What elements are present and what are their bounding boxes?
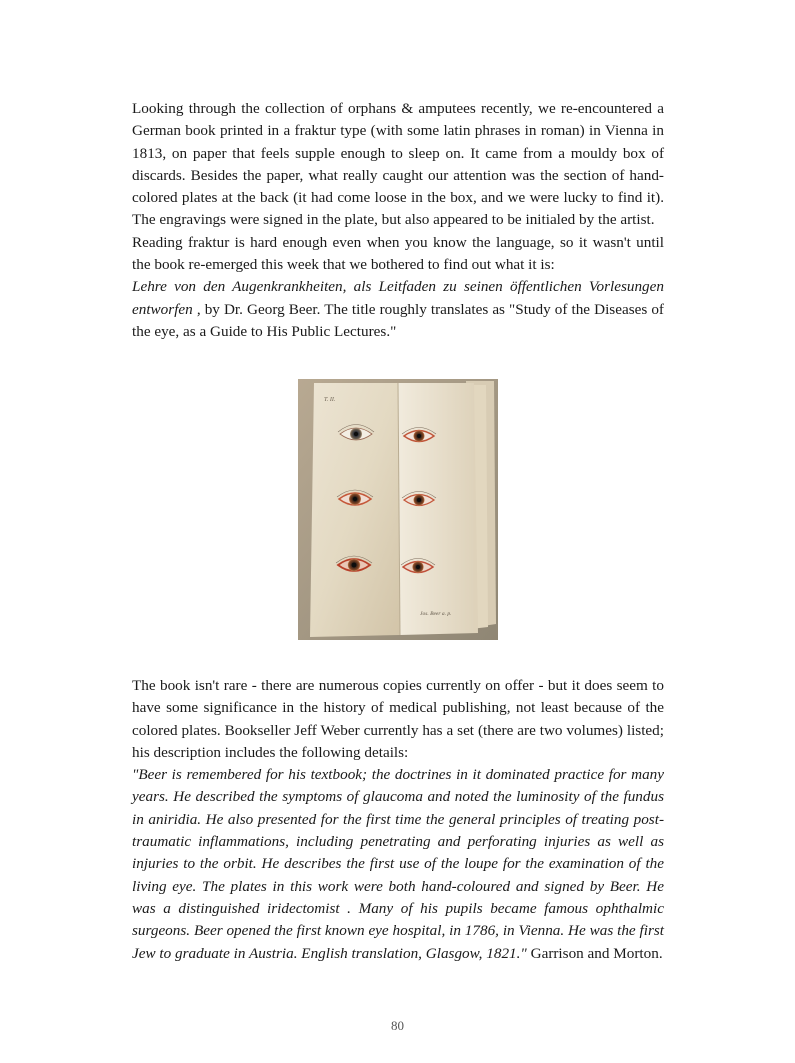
right-plate-page <box>398 383 478 635</box>
title-translation: , by Dr. Georg Beer. The title roughly translates as "Study of the Diseases of the eye, as a Guide to His Public Lectures." <box>132 300 664 340</box>
paragraph-quote <box>132 764 664 965</box>
intro-text <box>132 98 664 343</box>
history-text <box>132 675 664 965</box>
paragraph-title <box>132 276 664 343</box>
book-title: Lehre von den Augenkrankheiten, als Leitfaden zu seinen öffentlichen Vorlesungen entworfen <box>132 278 664 318</box>
plate-label: T. II. <box>324 397 336 403</box>
paragraph-discovery: Looking through the collection of orphans & amputees recently, we re-encountered a German book printed in a fraktur type (with some latin phrases in roman) in Vienna in 1813, on paper that feels supple enough to sleep on. It came from a mouldy box of discards. Besides the paper, what really caught our attention was the section of hand-colored plates at the back (it had come loose in the box, and we were lucky to find it). The engravings were signed in the plate, but also appeared to be initialed by the artist. <box>132 100 664 229</box>
plate-signature: Jos. Beer a. p. <box>420 611 452 617</box>
left-plate-page <box>310 383 400 637</box>
eye-plates-photo <box>298 379 498 640</box>
quote-attribution: Garrison and Morton. <box>526 944 663 962</box>
bookseller-quote: "Beer is remembered for his textbook; the doctrines in it dominated practice for many years. He described the symptoms of glaucoma and noted the luminosity of the fundus in aniridia. He also presented for the first time the general principles of treating post-traumatic inflammations, including penetrating and perforating injuries as well as injuries to the orbit. He describes the first use of the loupe for the examination of the living eye. The plates in this work were both hand-coloured and signed by Beer. He was a distinguished iridectomist . Many of his pupils became famous ophthalmic surgeons. Beer opened the first known eye hospital, in 1786, in Vienna. He was the first Jew to graduate in Austria. English translation, Glasgow, 1821." <box>132 766 664 962</box>
paragraph-significance: The book isn't rare - there are numerous copies currently on offer - but it does seem to have some significance in the history of medical publishing, not least because of the colored plates. Bookseller Jeff Weber currently has a set (there are two volumes) listed; his description includes the following details: <box>132 677 664 761</box>
page-number: 80 <box>391 1018 404 1033</box>
paragraph-fraktur: Reading fraktur is hard enough even when you know the language, so it wasn't until the book re-emerged this week that we bothered to find out what it is: <box>132 233 664 274</box>
